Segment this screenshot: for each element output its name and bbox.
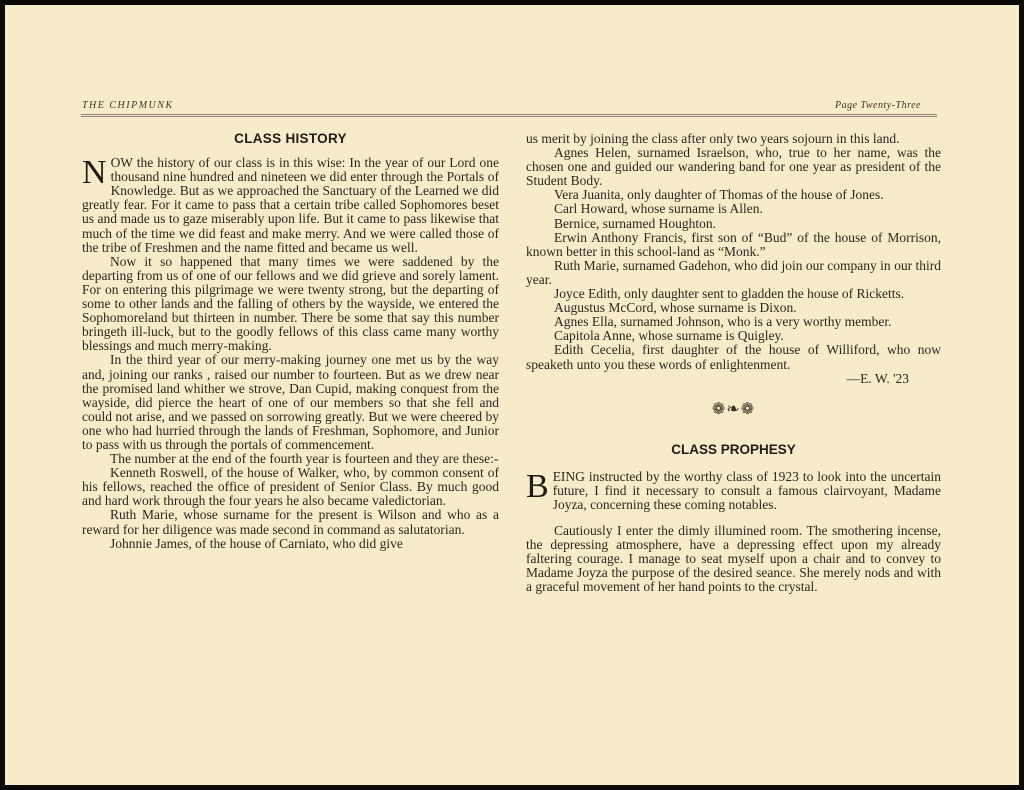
header-rule (81, 116, 937, 117)
history-paragraph-text: OW the history of our class is in this wise: In the year of our Lord one thousand nine hundred and nineteen we did enter through the Portals of Knowledge. But as we approached the Sanctuary of the Learned we did greatly fear. For it came to pass that a certain tribe called Sophomores beset us and made us to gaze miserably upon life. But it came to pass likewise that much of the time we did feast and make merry. And we were called those of the tribe of Freshmen and the name fitted and became us well. (82, 155, 499, 255)
drop-cap: N (82, 154, 107, 192)
prophesy-paragraph (526, 467, 941, 512)
drop-cap: B (526, 467, 549, 505)
history-paragraph: Ruth Marie, whose surname for the present is Wilson and who as a reward for her diligence was made second in command as salutatorian. (82, 507, 499, 537)
left-column (82, 132, 499, 551)
member-entry: Bernice, surnamed Houghton. (554, 215, 716, 231)
class-history-heading: CLASS HISTORY (234, 131, 347, 146)
member-entry: Carl Howard, whose surname is Allen. (554, 201, 763, 217)
author-signature: —E. W. '23 (846, 370, 909, 386)
member-entry: Ruth Marie, surnamed Gadehon, who did join our company in our third year. (526, 257, 941, 287)
member-entry: Capitola Anne, whose surname is Quigley. (554, 328, 784, 344)
prophesy-paragraph: Cautiously I enter the dimly illumined room. The smothering incense, the depressing atmosphere, have a depressing effect upon my already faltering courage. I manage to seat myself upon a chair and to convey to Madame Joyza the purpose of the desired seance. She merely nods and with a graceful movement of her hand points to the crystal. (526, 523, 941, 595)
class-prophesy-heading: CLASS PROPHESY (671, 441, 796, 457)
history-paragraph: Johnnie James, of the house of Carniato, who did give (110, 535, 403, 551)
right-column (526, 132, 941, 595)
member-entry: Augustus McCord, whose surname is Dixon. (554, 300, 797, 316)
history-paragraph: Kenneth Roswell, of the house of Walker, who, by common consent of his fellows, reached the office of president of Senior Class. By much good and hard work through the four years he also became valedictorian. (82, 465, 499, 509)
history-paragraph (82, 156, 499, 255)
history-paragraph: us merit by joining the class after only two years sojourn in this land. (526, 131, 900, 146)
header-rule (81, 114, 937, 115)
member-entry: Vera Juanita, only daughter of Thomas of the house of Jones. (554, 187, 884, 203)
ornament-divider: ❁❧❁ (711, 400, 756, 418)
member-entry: Agnes Ella, surnamed Johnson, who is a very worthy member. (554, 314, 892, 330)
page-scan (5, 5, 1019, 785)
member-entry: Edith Cecelia, first daughter of the house of Williford, who now speaketh unto you these words of enlightenment. (526, 342, 941, 372)
history-paragraph: The number at the end of the fourth year is fourteen and they are these:- (110, 451, 499, 467)
running-head-title: THE CHIPMUNK (82, 100, 174, 111)
member-entry: Agnes Helen, surnamed Israelson, who, true to her name, was the chosen one and guided our wandering band for one year as president of the Student Body. (526, 145, 941, 189)
prophesy-paragraph-text: EING instructed by the worthy class of 1923 to look into the uncertain future, I find it necessary to consult a famous clairvoyant, Madame Joyza, concerning these coming notables. (552, 468, 941, 512)
member-entry: Erwin Anthony Francis, first son of “Bud” of the house of Morrison, known better in this school-land as “Monk.” (526, 229, 941, 259)
running-head-page-number: Page Twenty-Three (835, 100, 921, 111)
history-paragraph: Now it so happened that many times we were saddened by the departing from us of one of our fellows and we did grieve and sorely lament. For on entering this pilgrimage we were twenty strong, but the departing of some to other lands and the falling of others by the wayside, we entered the Sophomoreland but thirteen in number. There be some that say this number bringeth ill-luck, but to the goodly fellows of this class came many worthy blessings and much merry-making. (82, 253, 499, 354)
member-entry: Joyce Edith, only daughter sent to gladden the house of Ricketts. (554, 286, 905, 302)
history-paragraph: In the third year of our merry-making journey one met us by the way and, joining our ranks , raised our number to fourteen. But as we drew near the promised land whither we strove, Dan Cupid, making conquest from the wayside, did pierce the heart of one of our members so that she fell and could not arise, and we passed on sorrowing greatly. But we were cheered by one who had hurried through the lands of Freshman, Sophomore, and Junior to pass with us through the portals of commencement. (82, 352, 499, 452)
